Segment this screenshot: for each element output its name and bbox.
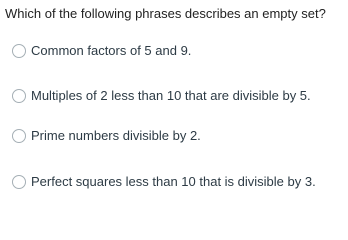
answer-option-label: Multiples of 2 less than 10 that are divisible by 5. [31,88,311,103]
answer-option-2[interactable] [12,88,311,104]
answer-option-label: Prime numbers divisible by 2. [31,128,201,143]
answer-option-3[interactable] [12,128,201,144]
answer-option-label: Common factors of 5 and 9. [31,43,192,58]
answer-option-label: Perfect squares less than 10 that is divisible by 3. [31,174,316,189]
answer-option-1[interactable] [12,43,191,59]
answer-option-4[interactable] [12,174,316,190]
question-text: Which of the following phrases describes an empty set? [5,6,326,21]
radio-button-icon[interactable] [12,44,26,58]
radio-button-icon[interactable] [12,175,26,189]
radio-button-icon[interactable] [12,129,26,143]
radio-button-icon[interactable] [12,89,26,103]
